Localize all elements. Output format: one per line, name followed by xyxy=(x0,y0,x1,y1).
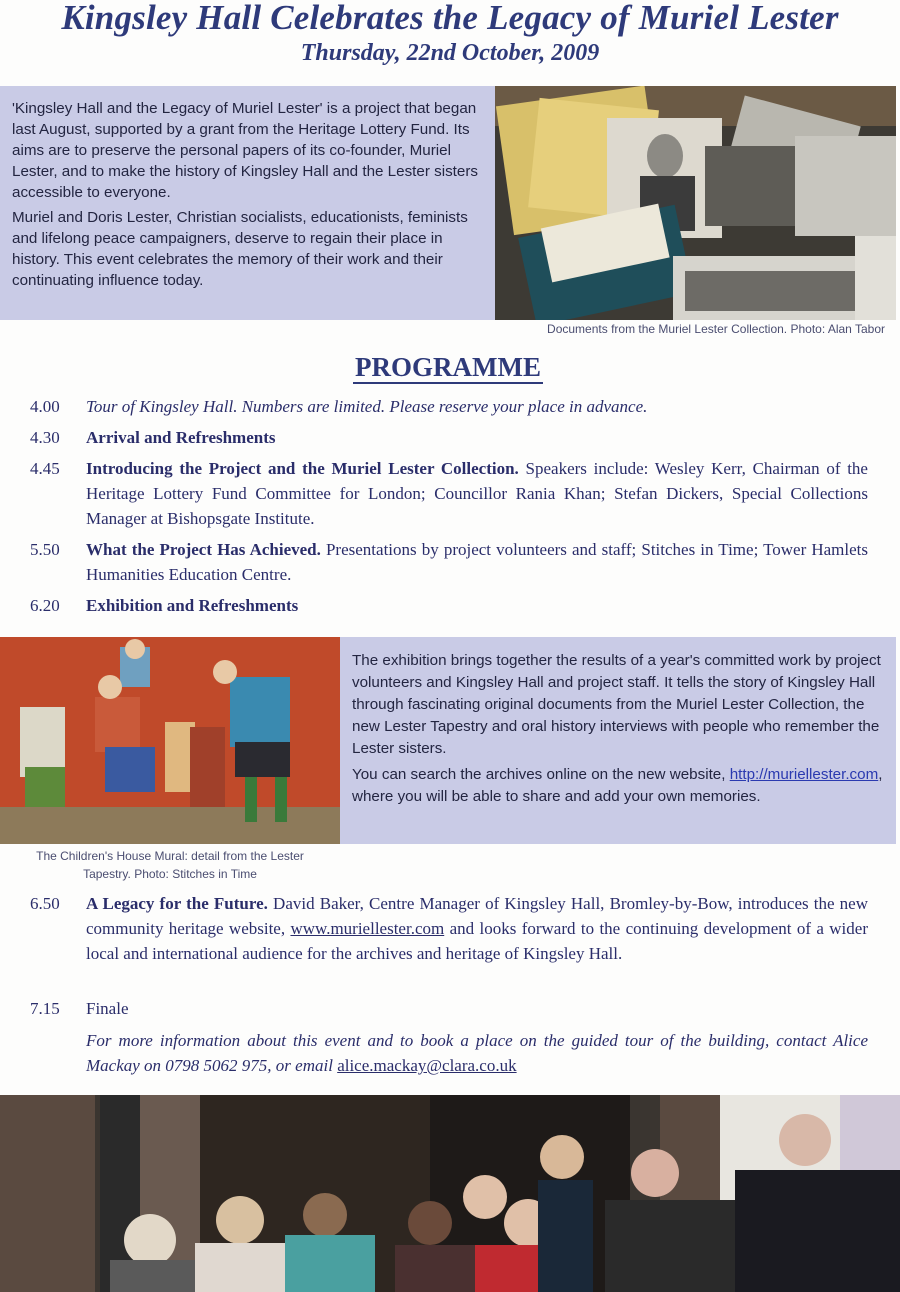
programme-text: Speakers include: Wesley Kerr, Chairman of the Heritage Lottery Fund Committee for London; Councillor Rania Khan; Stefan Dickers, Special Collections Manager at Bishopsgate Institute. xyxy=(86,459,868,528)
programme-text-continued: and looks forward to the continuing development of a wider local and international audience for the archives and heritage of Kingsley Hall. xyxy=(86,919,868,963)
intro-paragraph-2: Muriel and Doris Lester, Christian socialists, educationists, feminists and lifelong peace campaigners, deserve to regain their place in history. This event celebrates the memory of their work and their continuating influence today. xyxy=(12,209,468,289)
exhibition-text xyxy=(352,650,888,812)
programme-heading-text: PROGRAMME xyxy=(355,352,541,382)
programme-item xyxy=(30,456,868,531)
programme-title: What the Project Has Achieved. xyxy=(86,540,321,559)
programme-item xyxy=(30,425,868,450)
programme-text: Finale xyxy=(86,999,129,1018)
documents-photo xyxy=(495,86,896,320)
programme-title: Exhibition and Refreshments xyxy=(86,596,299,615)
page-title: Kingsley Hall Celebrates the Legacy of Muriel Lester xyxy=(61,0,839,37)
programme-time: 4.30 xyxy=(30,428,60,447)
website-link[interactable]: http://muriellester.com xyxy=(729,766,879,783)
exhibition-paragraph-1: The exhibition brings together the results of a year's committed work by project volunteers and Kingsley Hall and project staff. It tells the story of Kingsley Hall through fascinating original documents from the Muriel Lester Collection, the new Lester Tapestry and oral history interviews with people who remember the Lester sisters. xyxy=(352,652,881,757)
programme-item xyxy=(30,593,868,618)
mural-caption-line-2: Tapestry. Photo: Stitches in Time xyxy=(83,867,257,881)
programme-item xyxy=(30,394,868,419)
programme-time: 7.15 xyxy=(30,999,60,1018)
programme-heading xyxy=(0,352,896,383)
event-date: Thursday, 22nd October, 2009 xyxy=(300,40,600,66)
programme-time: 5.50 xyxy=(30,540,60,559)
programme-time: 6.50 xyxy=(30,894,60,913)
intro-paragraph-1: 'Kingsley Hall and the Legacy of Muriel Lester' is a project that began last August, supported by a grant from the Heritage Lottery Fund. Its aims are to preserve the personal papers of its co-founder, Muriel Lester, and to make the history of Kingsley Hall and the Lester sisters accessible to everyone. xyxy=(12,100,478,201)
exhibition-paragraph-2-end: , where you will be able to share and add your own memories. xyxy=(352,766,883,805)
community-website-link[interactable]: www.muriellester.com xyxy=(290,919,445,938)
contact-text: For more information about this event and to book a place on the guided tour of the building, contact Alice Mackay on 0798 5062 975, or email xyxy=(86,1031,868,1075)
programme-title: A Legacy for the Future. xyxy=(86,894,268,913)
group-photo xyxy=(0,1095,900,1292)
exhibition-paragraph-2 xyxy=(352,764,888,808)
programme-time: 4.00 xyxy=(30,397,60,416)
programme-text: Tour of Kingsley Hall. Numbers are limited. Please reserve your place in advance. xyxy=(86,397,648,416)
mural-photo xyxy=(0,637,340,844)
programme-text: Presentations by project volunteers and staff; Stitches in Time; Tower Hamlets Humanities Education Centre. xyxy=(86,540,869,584)
mural-caption-line-1: The Children's House Mural: detail from the Lester xyxy=(36,849,304,863)
contact-info xyxy=(30,1028,868,1078)
programme-time: 4.45 xyxy=(30,459,60,478)
exhibition-paragraph-2-start: You can search the archives online on the new website, xyxy=(352,766,730,783)
contact-email-link[interactable]: alice.mackay@clara.co.uk xyxy=(337,1056,517,1075)
programme-item xyxy=(30,537,868,587)
programme-time: 6.20 xyxy=(30,596,60,615)
documents-photo-caption: Documents from the Muriel Lester Collection. Photo: Alan Tabor xyxy=(547,322,885,336)
intro-text xyxy=(12,98,490,295)
programme-item xyxy=(30,996,868,1021)
programme-item xyxy=(30,891,868,966)
mural-caption xyxy=(0,847,340,883)
programme-title: Introducing the Project and the Muriel Lester Collection. xyxy=(86,459,519,478)
programme-text: David Baker, Centre Manager of Kingsley Hall, Bromley-by-Bow, introduces the new community heritage website, xyxy=(86,894,868,938)
programme-title: Arrival and Refreshments xyxy=(86,428,276,447)
